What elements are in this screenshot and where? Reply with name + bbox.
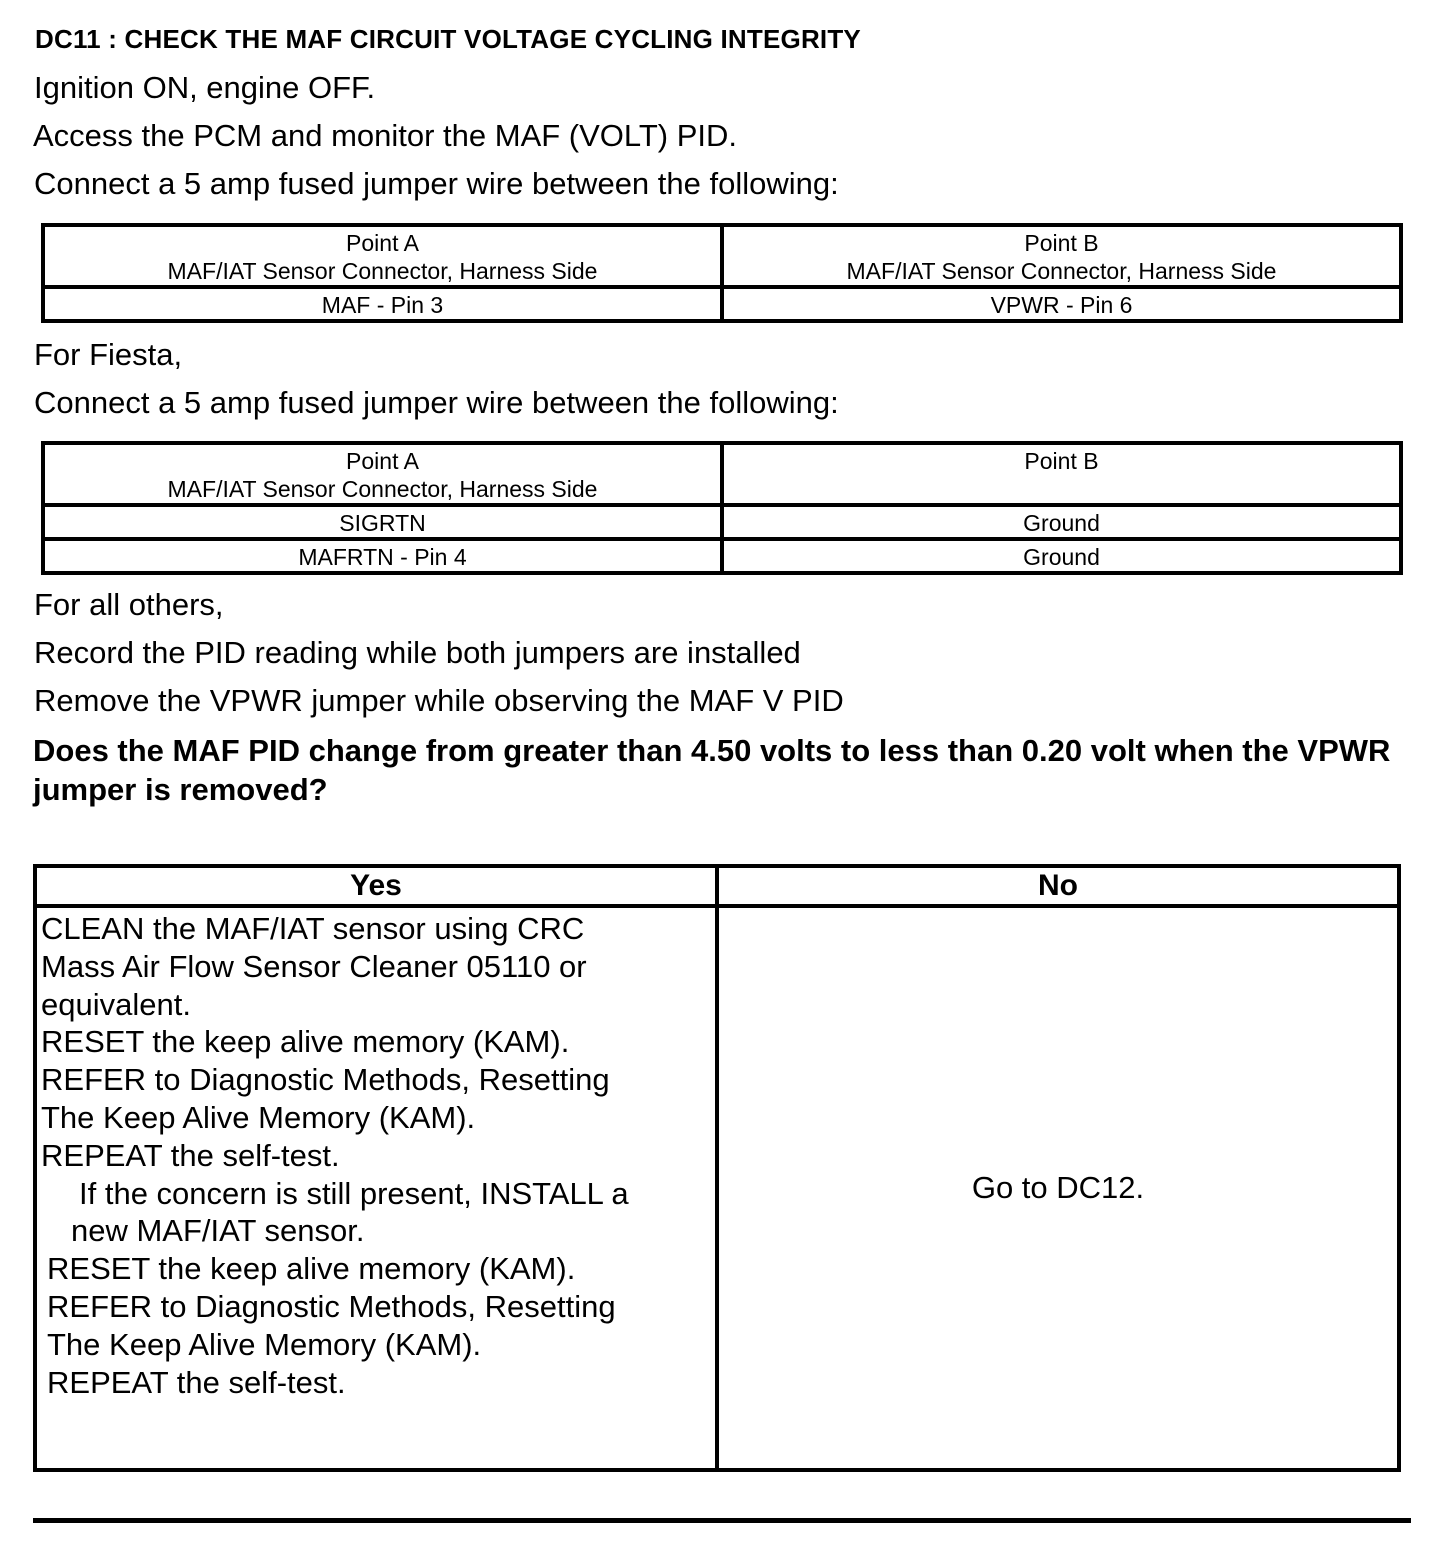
yes-line: The Keep Alive Memory (KAM). bbox=[41, 1099, 476, 1135]
yes-line: REPEAT the self-test. bbox=[47, 1364, 346, 1400]
no-header: No bbox=[717, 866, 1399, 906]
header-point-b: Point B bbox=[1024, 230, 1099, 256]
yes-line: REPEAT the self-test. bbox=[41, 1137, 340, 1173]
table-cell bbox=[43, 443, 722, 505]
yes-line: REFER to Diagnostic Methods, Resetting bbox=[41, 1062, 610, 1098]
header-point-b-detail: MAF/IAT Sensor Connector, Harness Side bbox=[846, 258, 1277, 284]
yes-header: Yes bbox=[35, 866, 717, 906]
table-cell: MAFRTN - Pin 4 bbox=[43, 539, 722, 573]
header-point-a: Point A bbox=[346, 448, 419, 474]
yes-line: CLEAN the MAF/IAT sensor using CRC bbox=[41, 911, 585, 946]
bottom-divider bbox=[33, 1518, 1411, 1523]
table-cell: VPWR - Pin 6 bbox=[722, 287, 1401, 321]
yes-line: RESET the keep alive memory (KAM). bbox=[41, 1024, 570, 1060]
table-cell bbox=[43, 225, 722, 287]
table-cell: Ground bbox=[722, 539, 1401, 573]
yes-line: Mass Air Flow Sensor Cleaner 05110 or bbox=[41, 948, 587, 984]
step-remove: Remove the VPWR jumper while observing the MAF V PID bbox=[34, 683, 844, 718]
header-point-a-detail: MAF/IAT Sensor Connector, Harness Side bbox=[167, 258, 598, 284]
yes-line: The Keep Alive Memory (KAM). bbox=[47, 1326, 482, 1362]
table-row bbox=[43, 287, 1401, 321]
yes-line: If the concern is still present, INSTALL a bbox=[79, 1175, 629, 1211]
step-record: Record the PID reading while both jumpers are installed bbox=[34, 635, 801, 670]
step-access: Access the PCM and monitor the MAF (VOLT) PID. bbox=[33, 118, 738, 153]
page-title: DC11 : CHECK THE MAF CIRCUIT VOLTAGE CYCLING INTEGRITY bbox=[35, 24, 861, 54]
table-cell: SIGRTN bbox=[43, 505, 722, 539]
jumper-table-2 bbox=[41, 441, 1403, 575]
step-for-all-others: For all others, bbox=[34, 587, 224, 622]
table-row bbox=[35, 866, 1399, 906]
header-point-a: Point A bbox=[346, 230, 419, 256]
table-cell bbox=[722, 225, 1401, 287]
table-row bbox=[43, 225, 1401, 287]
table-row bbox=[43, 505, 1401, 539]
no-cell: Go to DC12. bbox=[717, 906, 1399, 1470]
step-ignition: Ignition ON, engine OFF. bbox=[34, 70, 376, 105]
step-connect-2: Connect a 5 amp fused jumper wire between the following: bbox=[34, 385, 839, 420]
yes-line: equivalent. bbox=[41, 986, 191, 1022]
table-cell bbox=[722, 443, 1401, 505]
step-connect-1: Connect a 5 amp fused jumper wire between the following: bbox=[34, 166, 839, 201]
table-row bbox=[43, 539, 1401, 573]
yes-instructions bbox=[37, 908, 715, 1401]
result-table bbox=[33, 864, 1401, 1472]
header-point-b: Point B bbox=[1024, 448, 1099, 474]
table-cell: Ground bbox=[722, 505, 1401, 539]
table-cell: MAF - Pin 3 bbox=[43, 287, 722, 321]
diagnostic-question: Does the MAF PID change from greater than 4.50 volts to less than 0.20 volt when the VPWR jumper is removed? bbox=[33, 733, 1391, 807]
yes-line: REFER to Diagnostic Methods, Resetting bbox=[47, 1288, 616, 1324]
table-row bbox=[35, 906, 1399, 1470]
yes-cell bbox=[35, 906, 717, 1470]
yes-line: new MAF/IAT sensor. bbox=[71, 1213, 365, 1249]
yes-line: RESET the keep alive memory (KAM). bbox=[47, 1251, 576, 1287]
table-row bbox=[43, 443, 1401, 505]
jumper-table-1 bbox=[41, 223, 1403, 323]
step-for-fiesta: For Fiesta, bbox=[34, 337, 183, 372]
header-point-a-detail: MAF/IAT Sensor Connector, Harness Side bbox=[167, 476, 598, 502]
